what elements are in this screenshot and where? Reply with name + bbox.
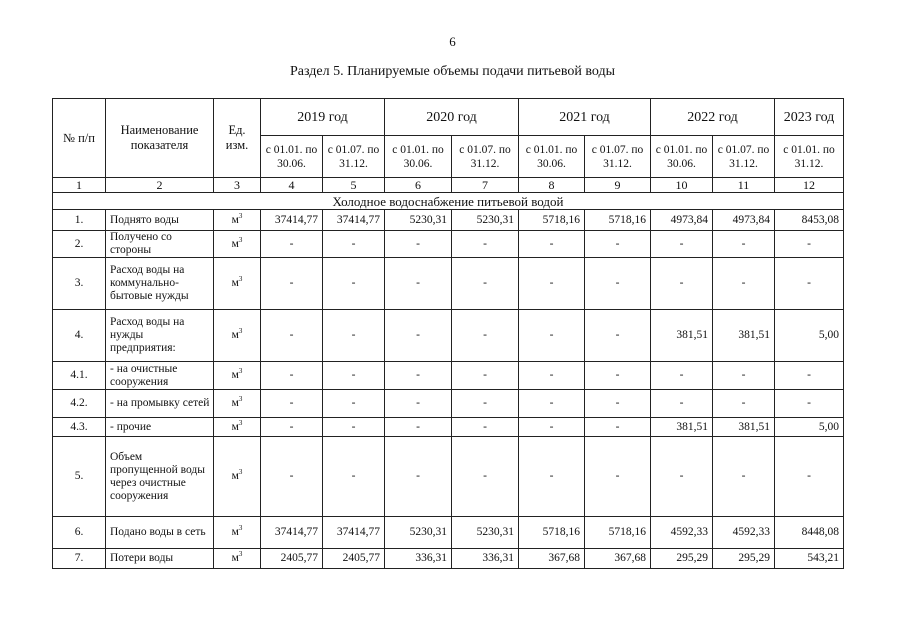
value-cell: - — [452, 418, 519, 437]
value-cell: 8448,08 — [775, 517, 844, 549]
value-cell: 336,31 — [452, 549, 519, 569]
column-number: 7 — [452, 178, 519, 193]
value-cell: - — [713, 390, 775, 418]
value-cell: - — [651, 258, 713, 310]
row-indicator-name: Поднято воды — [106, 210, 214, 231]
value-cell: 543,21 — [775, 549, 844, 569]
unit-base: м — [231, 552, 239, 564]
row-number: 4.3. — [53, 418, 106, 437]
value-cell: - — [519, 258, 585, 310]
value-cell: 367,68 — [519, 549, 585, 569]
row-unit — [214, 549, 261, 569]
value-cell: 5718,16 — [519, 517, 585, 549]
value-cell: 2405,77 — [323, 549, 385, 569]
value-cell: 5230,31 — [452, 210, 519, 231]
value-cell: - — [323, 390, 385, 418]
value-cell: 8453,08 — [775, 210, 844, 231]
value-cell: - — [261, 390, 323, 418]
row-unit — [214, 437, 261, 517]
row-unit — [214, 418, 261, 437]
value-cell: - — [713, 258, 775, 310]
value-cell: - — [775, 390, 844, 418]
header-period: с 01.07. по 31.12. — [323, 136, 385, 178]
unit-exponent: 3 — [238, 211, 243, 220]
table-row — [53, 418, 844, 437]
value-cell: 295,29 — [713, 549, 775, 569]
row-unit — [214, 362, 261, 390]
row-indicator-name: Расход воды на коммунально-бытовые нужды — [106, 258, 214, 310]
row-unit — [214, 517, 261, 549]
table-row — [53, 437, 844, 517]
value-cell: - — [323, 310, 385, 362]
value-cell: - — [385, 362, 452, 390]
value-cell: 4973,84 — [713, 210, 775, 231]
section-title: Раздел 5. Планируемые объемы подачи питьевой воды — [290, 64, 615, 79]
value-cell: 381,51 — [713, 418, 775, 437]
column-number: 9 — [585, 178, 651, 193]
value-cell: - — [585, 390, 651, 418]
value-cell: - — [651, 362, 713, 390]
value-cell: - — [385, 231, 452, 258]
value-cell: - — [323, 258, 385, 310]
value-cell: 295,29 — [651, 549, 713, 569]
row-indicator-name: Расход воды на нужды предприятия: — [106, 310, 214, 362]
header-unit: Ед. изм. — [214, 99, 261, 178]
row-unit — [214, 310, 261, 362]
header-num: № п/п — [53, 99, 106, 178]
value-cell: 5230,31 — [452, 517, 519, 549]
value-cell: 37414,77 — [323, 517, 385, 549]
table-row — [53, 210, 844, 231]
value-cell: - — [651, 231, 713, 258]
unit-exponent: 3 — [238, 550, 243, 559]
header-name: Наименование показателя — [106, 99, 214, 178]
unit-exponent: 3 — [238, 524, 243, 533]
value-cell: - — [385, 390, 452, 418]
value-cell: - — [775, 362, 844, 390]
value-cell: - — [452, 437, 519, 517]
value-cell: 4592,33 — [713, 517, 775, 549]
unit-base: м — [231, 397, 239, 409]
value-cell: - — [585, 437, 651, 517]
header-period: с 01.01. по 30.06. — [385, 136, 452, 178]
value-cell: - — [452, 362, 519, 390]
value-cell: 5,00 — [775, 418, 844, 437]
value-cell: 37414,77 — [323, 210, 385, 231]
column-number: 12 — [775, 178, 844, 193]
column-number: 10 — [651, 178, 713, 193]
header-period: с 01.01. по 31.12. — [775, 136, 844, 178]
value-cell: - — [323, 418, 385, 437]
value-cell: - — [585, 231, 651, 258]
header-year-2023: 2023 год — [775, 99, 844, 136]
unit-base: м — [231, 526, 239, 538]
value-cell: - — [651, 390, 713, 418]
value-cell: 4592,33 — [651, 517, 713, 549]
header-year-2021: 2021 год — [519, 99, 651, 136]
value-cell: - — [713, 231, 775, 258]
value-cell: - — [323, 437, 385, 517]
value-cell: - — [775, 231, 844, 258]
row-number: 6. — [53, 517, 106, 549]
table-row — [53, 517, 844, 549]
table-row — [53, 310, 844, 362]
unit-exponent: 3 — [238, 235, 243, 244]
value-cell: 381,51 — [651, 418, 713, 437]
value-cell: - — [585, 258, 651, 310]
table-row — [53, 549, 844, 569]
value-cell: - — [713, 437, 775, 517]
value-cell: - — [323, 362, 385, 390]
column-number: 6 — [385, 178, 452, 193]
row-indicator-name: Объем пропущенной воды через очистные сооружения — [106, 437, 214, 517]
column-number: 1 — [53, 178, 106, 193]
row-indicator-name: Получено со стороны — [106, 231, 214, 258]
header-period: с 01.01. по 30.06. — [261, 136, 323, 178]
unit-exponent: 3 — [238, 327, 243, 336]
value-cell: 367,68 — [585, 549, 651, 569]
unit-exponent: 3 — [238, 468, 243, 477]
table-row — [53, 231, 844, 258]
row-unit — [214, 258, 261, 310]
value-cell: - — [519, 362, 585, 390]
value-cell: 5,00 — [775, 310, 844, 362]
table-row — [53, 258, 844, 310]
unit-base: м — [231, 420, 239, 433]
value-cell: - — [452, 310, 519, 362]
value-cell: - — [452, 390, 519, 418]
value-cell: 37414,77 — [261, 210, 323, 231]
value-cell: - — [519, 390, 585, 418]
page-number: 6 — [449, 34, 456, 49]
row-number: 4.2. — [53, 390, 106, 418]
value-cell: 5718,16 — [585, 517, 651, 549]
header-period: с 01.07. по 31.12. — [713, 136, 775, 178]
row-indicator-name: - прочие — [106, 418, 214, 437]
row-unit — [214, 231, 261, 258]
table-row — [53, 390, 844, 418]
value-cell: - — [519, 310, 585, 362]
unit-base: м — [231, 277, 239, 289]
value-cell: - — [323, 231, 385, 258]
value-cell: - — [452, 258, 519, 310]
unit-exponent: 3 — [238, 418, 243, 427]
value-cell: - — [261, 418, 323, 437]
column-number: 2 — [106, 178, 214, 193]
value-cell: 5718,16 — [585, 210, 651, 231]
unit-exponent: 3 — [238, 367, 243, 376]
unit-exponent: 3 — [238, 395, 243, 404]
value-cell: - — [651, 437, 713, 517]
unit-base: м — [231, 213, 239, 226]
row-number: 4.1. — [53, 362, 106, 390]
row-indicator-name: - на очистные сооружения — [106, 362, 214, 390]
value-cell: - — [519, 418, 585, 437]
value-cell: 4973,84 — [651, 210, 713, 231]
water-supply-table — [52, 98, 844, 569]
row-number: 7. — [53, 549, 106, 569]
row-unit — [214, 390, 261, 418]
value-cell: 5230,31 — [385, 517, 452, 549]
value-cell: 336,31 — [385, 549, 452, 569]
column-number: 11 — [713, 178, 775, 193]
value-cell: - — [385, 437, 452, 517]
row-indicator-name: Потери воды — [106, 549, 214, 569]
value-cell: - — [519, 231, 585, 258]
row-unit — [214, 210, 261, 231]
value-cell: - — [775, 437, 844, 517]
row-number: 4. — [53, 310, 106, 362]
unit-base: м — [231, 237, 239, 250]
column-number: 5 — [323, 178, 385, 193]
value-cell: - — [261, 231, 323, 258]
row-indicator-name: - на промывку сетей — [106, 390, 214, 418]
header-year-2020: 2020 год — [385, 99, 519, 136]
header-year-2019: 2019 год — [261, 99, 385, 136]
value-cell: 5718,16 — [519, 210, 585, 231]
header-period: с 01.07. по 31.12. — [585, 136, 651, 178]
value-cell: - — [261, 437, 323, 517]
header-period: с 01.01. по 30.06. — [651, 136, 713, 178]
value-cell: - — [261, 310, 323, 362]
row-number: 5. — [53, 437, 106, 517]
value-cell: - — [775, 258, 844, 310]
row-indicator-name: Подано воды в сеть — [106, 517, 214, 549]
header-year-2022: 2022 год — [651, 99, 775, 136]
value-cell: 381,51 — [651, 310, 713, 362]
value-cell: 37414,77 — [261, 517, 323, 549]
value-cell: - — [519, 437, 585, 517]
section-row-title: Холодное водоснабжение питьевой водой — [53, 193, 844, 210]
value-cell: - — [585, 418, 651, 437]
value-cell: - — [385, 258, 452, 310]
value-cell: - — [585, 310, 651, 362]
row-number: 3. — [53, 258, 106, 310]
table-row — [53, 362, 844, 390]
value-cell: 381,51 — [713, 310, 775, 362]
value-cell: 5230,31 — [385, 210, 452, 231]
unit-base: м — [231, 470, 239, 482]
column-number: 3 — [214, 178, 261, 193]
value-cell: - — [585, 362, 651, 390]
value-cell: - — [261, 362, 323, 390]
value-cell: - — [385, 310, 452, 362]
value-cell: - — [452, 231, 519, 258]
value-cell: - — [261, 258, 323, 310]
unit-exponent: 3 — [238, 275, 243, 284]
header-period: с 01.01. по 30.06. — [519, 136, 585, 178]
unit-base: м — [231, 369, 239, 381]
column-number: 8 — [519, 178, 585, 193]
column-number: 4 — [261, 178, 323, 193]
value-cell: - — [713, 362, 775, 390]
header-period: с 01.07. по 31.12. — [452, 136, 519, 178]
value-cell: - — [385, 418, 452, 437]
row-number: 2. — [53, 231, 106, 258]
row-number: 1. — [53, 210, 106, 231]
value-cell: 2405,77 — [261, 549, 323, 569]
unit-base: м — [231, 329, 239, 341]
